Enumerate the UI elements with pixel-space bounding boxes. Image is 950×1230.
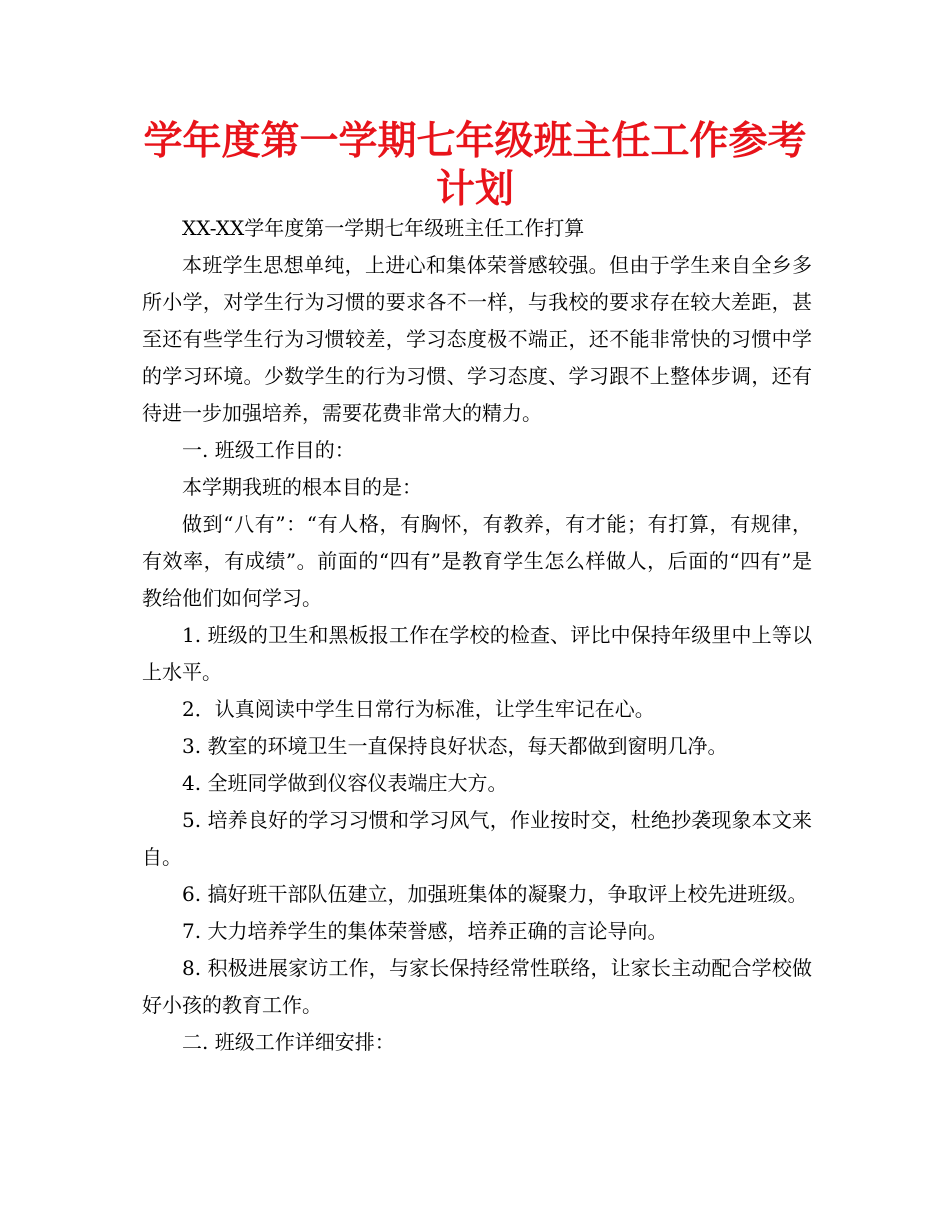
goal-intro-paragraph: 本学期我班的根本目的是： bbox=[182, 475, 422, 499]
section-heading-goals: 一. 班级工作目的： bbox=[182, 438, 355, 462]
subtitle-paragraph: XX-XX学年度第一学期七年级班主任工作打算 bbox=[182, 216, 585, 240]
goal-item-1: 1. 班级的卫生和黑板报工作在学校的检查、评比中保持年级里中上等以上水平。 bbox=[142, 623, 812, 684]
goal-item-3: 3. 教室的环境卫生一直保持良好状态，每天都做到窗明几净。 bbox=[182, 734, 728, 758]
goal-item-7: 7. 大力培养学生的集体荣誉感，培养正确的言论导向。 bbox=[182, 919, 668, 943]
goal-item-4: 4. 全班同学做到仪容仪表端庄大方。 bbox=[182, 771, 508, 795]
document-title: 学年度第一学期七年级班主任工作参考计划 bbox=[143, 119, 807, 212]
section-heading-arrangement: 二. 班级工作详细安排： bbox=[182, 1030, 395, 1054]
eight-haves-paragraph: 做到“八有”：“有人格，有胸怀，有教养，有才能；有打算，有规律，有效率，有成绩”。前面的“四有”是教育学生怎么样做人，后面的“四有”是教给他们如何学习。 bbox=[142, 512, 812, 610]
document-body bbox=[142, 210, 812, 1061]
goal-item-2: 2．认真阅读中学生日常行为标准，让学生牢记在心。 bbox=[182, 697, 655, 721]
goal-item-5: 5. 培养良好的学习习惯和学习风气，作业按时交，杜绝抄袭现象本文来自。 bbox=[142, 808, 812, 869]
goal-item-6: 6. 搞好班干部队伍建立，加强班集体的凝聚力，争取评上校先进班级。 bbox=[182, 882, 808, 906]
class-situation-paragraph: 本班学生思想单纯，上进心和集体荣誉感较强。但由于学生来自全乡多所小学，对学生行为习惯的要求各不一样，与我校的要求存在较大差距，甚至还有些学生行为习惯较差，学习态度极不端正，还不能非常快的习惯中学的学习环境。少数学生的行为习惯、学习态度、学习跟不上整体步调，还有待进一步加强培养，需要花费非常大的精力。 bbox=[142, 253, 812, 425]
goal-item-8: 8. 积极进展家访工作，与家长保持经常性联络，让家长主动配合学校做好小孩的教育工作。 bbox=[142, 956, 812, 1017]
